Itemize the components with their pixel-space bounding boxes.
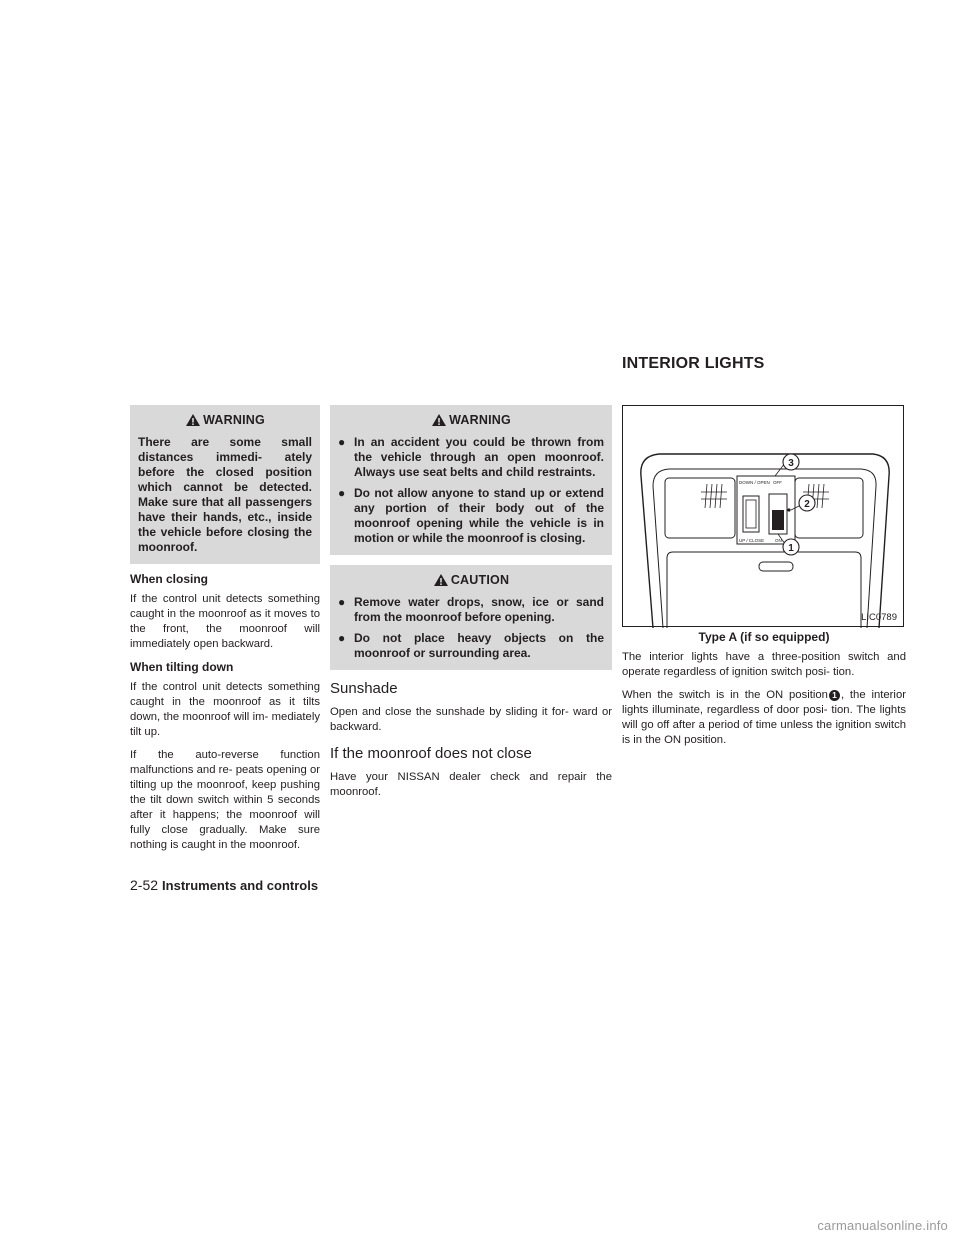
callout-3-label: 3 [788,458,794,469]
list-item-text: Do not allow anyone to stand up or extend any portion of their body out of the moonroof opening while the vehicle is in motion or while the moonroof is closing. [354,486,604,545]
warning-box-2 [330,405,612,555]
caution-triangle-icon [433,573,449,587]
warning-heading-text: WARNING [203,413,265,427]
caution-heading [338,573,604,587]
warning-box-1 [130,405,320,564]
indicator-dot [787,508,790,511]
not-close-text: Have your NISSAN dealer check and repair the moonroof. [330,771,612,798]
list-item-text: Do not place heavy objects on the moonroof or surrounding area. [354,631,604,660]
bullet-icon: ● [338,595,346,609]
sunshade-text: Open and close the sunshade by sliding it for- ward or backward. [330,706,612,733]
bullet-icon: ● [338,486,346,500]
page-footer [130,877,318,893]
when-tilting-text: If the control unit detects something caught in the moonroof as it tilts down, the moonroof will im- mediately tilt up. [130,681,320,738]
down-open-label: DOWN / OPEN [739,480,770,485]
up-close-label: UP / CLOSE [739,538,765,543]
figure-caption: Type A (if so equipped) [698,630,830,644]
off-label: OFF [773,480,782,485]
list-item [338,631,604,661]
warning-heading [338,413,604,427]
lens-left [665,478,735,538]
list-item-text: Remove water drops, snow, ice or sand from the moonroof before opening. [354,595,604,624]
slot [759,562,793,571]
column-1 [130,405,320,861]
page-number: 2-52 [130,877,159,893]
moonroof-switch [743,496,759,532]
callout-2-label: 2 [804,499,810,510]
para2-after: , the interior lights illuminate, regardless of door posi- tion. The lights will go off after a period of time unless the ignition switch is in the ON position. [622,689,906,746]
list-item [338,486,604,546]
caution-list [338,595,604,661]
column-2 [330,405,612,808]
interior-lights-text-1: The interior lights have a three-position switch and operate regardless of ignition switch posi- tion. [622,651,906,678]
interior-light-diagram [623,406,905,628]
circled-1-icon: 1 [829,690,840,701]
figure-code: LIC0789 [861,612,897,623]
list-item [338,435,604,480]
warning-text: There are some small distances immedi- ately before the closed position which cannot be detected. Make sure that all passengers have their hands, etc., inside the vehicle before closing the moonroof. [138,435,312,554]
warning-heading [138,413,312,427]
auto-reverse-text: If the auto-reverse function malfunctions and re- peats opening or tilting up the moonroof, keep pushing the tilt down switch within 5 seconds after it happens; the moonroof will fully close gradually. Make sure nothing is caught in the moonroof. [130,749,320,851]
list-item [338,595,604,625]
light-switch-knob [772,510,784,530]
chapter-title: Instruments and controls [162,878,319,893]
caution-box [330,565,612,670]
warning-list [338,435,604,546]
when-closing-text: If the control unit detects something caught in the moonroof as it moves to the front, the moonroof will immediately open backward. [130,593,320,650]
caution-heading-text: CAUTION [450,573,510,587]
sunshade-heading: Sunshade [330,680,398,697]
lower-opening [667,552,861,628]
bullet-icon: ● [338,435,346,449]
column-3 [622,405,906,756]
housing-inner-outline [653,469,876,628]
moonroof-switch-inner [746,500,756,528]
list-item-text: In an accident you could be thrown from the vehicle through an open moonroof. Always use seat belts and child restraints. [354,435,604,479]
watermark: carmanualsonline.info [817,1218,948,1233]
callout-1-label: 1 [788,543,794,554]
warning-triangle-icon [185,413,201,427]
not-close-heading: If the moonroof does not close [330,745,532,762]
when-tilting-heading: When tilting down [130,660,234,674]
interior-light-figure [622,405,904,627]
bullet-icon: ● [338,631,346,645]
section-title: INTERIOR LIGHTS [622,355,765,372]
warning-heading-text: WARNING [449,413,511,427]
interior-lights-text-2 [622,688,906,748]
hatch-left [701,484,727,508]
on-label: ON [775,538,782,543]
para2-before: When the switch is in the ON position [622,689,828,701]
when-closing-heading: When closing [130,572,208,586]
warning-triangle-icon [431,413,447,427]
